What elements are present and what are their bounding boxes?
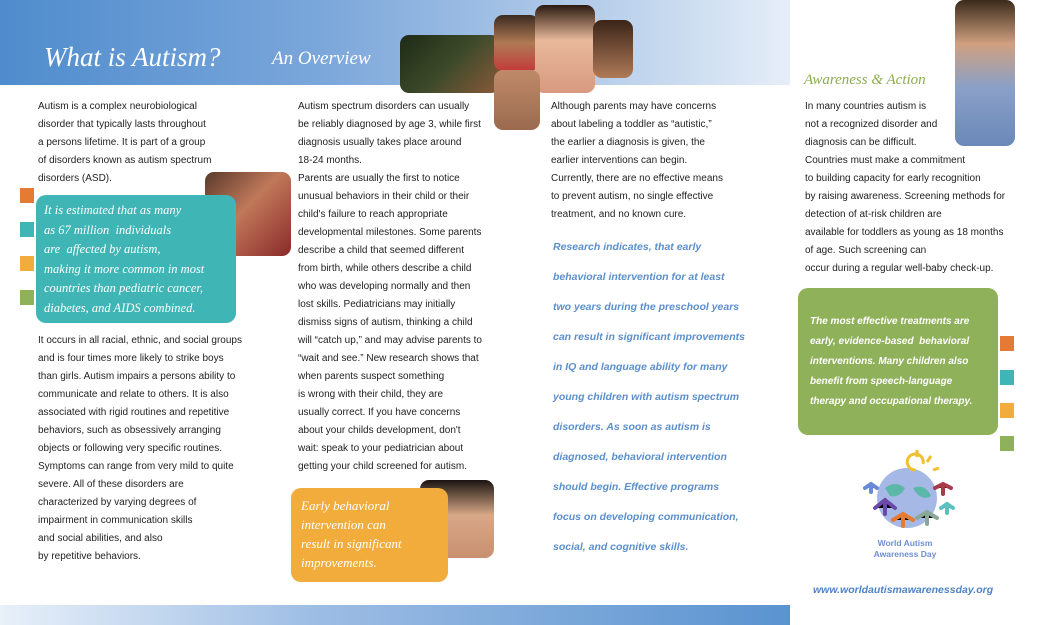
accent-square-orange — [20, 188, 34, 203]
side-title: Awareness & Action — [804, 72, 926, 88]
photo-boy-swing — [400, 35, 500, 93]
photo-boy-smiling — [494, 15, 539, 71]
accent-square-yellow — [20, 256, 34, 271]
page-subtitle: An Overview — [272, 48, 371, 69]
concerns-paragraph: Although parents may have concerns about labeling a toddler as “autistic,” the earlier a diagnosis is given, the earlier interventions can begin. Currently, there are no effective means to prevent autism, no single effective treatment, and no known cure. — [551, 101, 723, 220]
website-link[interactable]: www.worldautismawarenessday.org — [813, 584, 994, 596]
intervention-callout: Early behavioral intervention can result in significant improvements. — [291, 488, 448, 582]
research-quote: Research indicates, that early behavioral intervention for at least two years during the preschool years can result in significant improvements in IQ and language ability for many young children with autism spectrum disorders. As soon as autism is diagnosed, behavioral intervention should begin. Effective programs focus on developing communication, social, and cognitive skills. — [553, 241, 745, 553]
treatment-callout: The most effective treatments are early, evidence-based behavioral interventions. Many children also benefit from speech-language therapy and occupational therapy. — [798, 288, 998, 435]
accent-square-teal — [1000, 370, 1014, 385]
photo-girl-side — [593, 20, 633, 78]
page-title: What is Autism? — [44, 42, 221, 72]
accent-square-green — [20, 290, 34, 305]
column-2 — [298, 98, 482, 476]
body-paragraph: It occurs in all racial, ethnic, and social groups and is four times more likely to strike boys than girls. Autism impairs a persons ability to communicate and relate to others. It is also associated with rigid routines and repetitive behaviors, such as obsessively arranging objects or following very specific routines. Symptoms can range from very mild to quite severe. All of these disorders are characterized by varying degrees of impairment in communication skills and social abilities, and also by repetitive behaviors. — [38, 335, 242, 562]
intro-paragraph: Autism is a complex neurobiological disorder that typically lasts throughout a persons lifetime. It is part of a group of disorders known as autism spectrum disorders (ASD). — [38, 101, 212, 184]
photo-boy-face — [494, 70, 540, 130]
statistic-callout: It is estimated that as many as 67 million individuals are affected by autism, making it more common in most countries than pediatric cancer, diabetes, and AIDS combined. — [36, 195, 236, 323]
accent-square-orange — [1000, 336, 1014, 351]
footer-band — [0, 605, 790, 625]
world-autism-day-logo — [855, 448, 960, 536]
column-3 — [551, 98, 723, 224]
accent-square-teal — [20, 222, 34, 237]
photo-girl-smiling — [535, 5, 595, 93]
accent-square-yellow — [1000, 403, 1014, 418]
accent-square-green — [1000, 436, 1014, 451]
awareness-paragraph: In many countries autism is not a recognized disorder and diagnosis can be difficult. Countries must make a commitment to building capacity for early recognition by raising awareness. Screening methods for detection of at-risk children are available for toddlers as young as 18 months of age. Such screening can occur during a regular well-baby check-up. — [805, 101, 1006, 274]
diagnosis-paragraph: Autism spectrum disorders can usually be reliably diagnosed by age 3, while first diagnosis usually takes place around 18-24 months. Parents are usually the first to notice unusual behaviors in their child or their child's failure to reach appropriate developmental milestones. Some parents describe a child that seemed different from birth, while others describe a child who was developing normally and then lost skills. Pediatricians may initially dismiss signs of autism, thinking a child will “catch up,” and may advise parents to “wait and see.” New research shows that when parents suspect something is wrong with their child, they are usually correct. If you have concerns about your childs development, don't wait: speak to your pediatrician about getting your child screened for autism. — [298, 101, 482, 472]
logo-text: World Autism Awareness Day — [873, 538, 937, 559]
column-1 — [38, 98, 211, 188]
column-1-lower — [38, 332, 242, 566]
column-4 — [805, 98, 1005, 278]
